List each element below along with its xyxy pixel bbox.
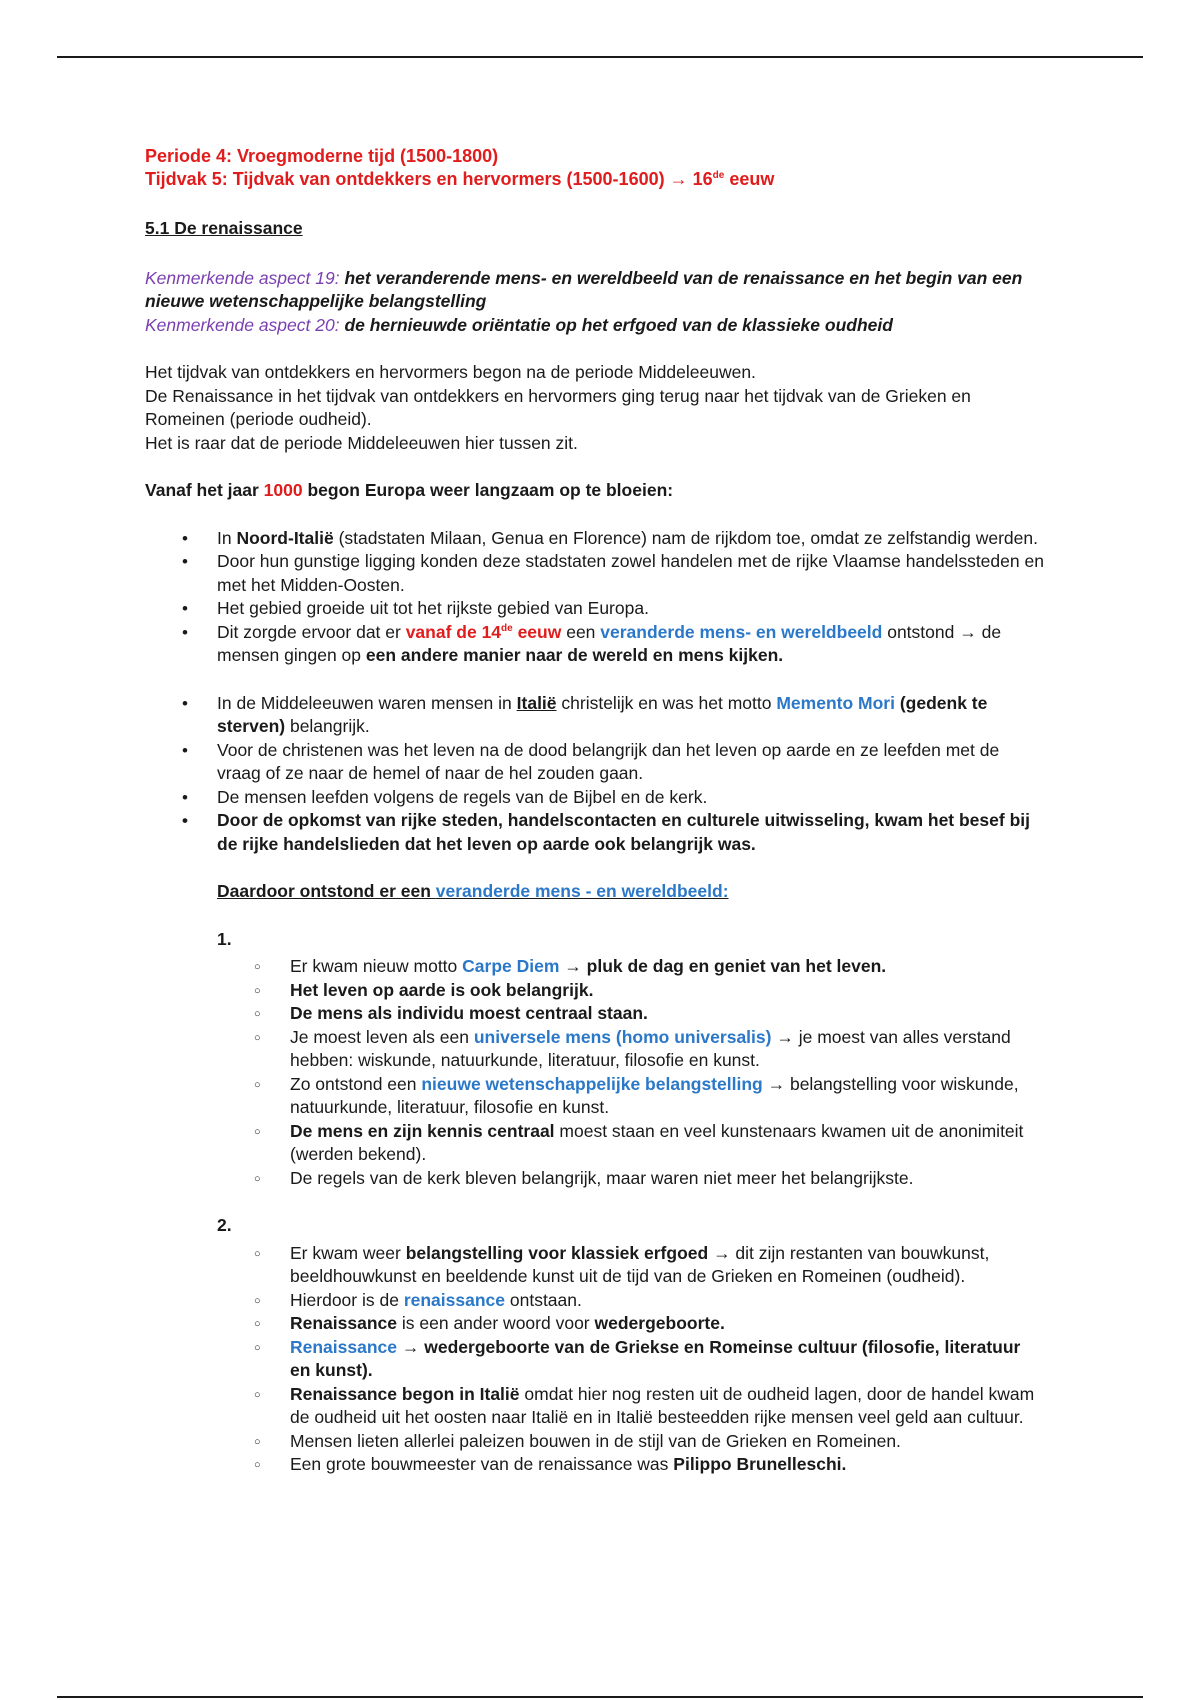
- intro-paragraph: Het tijdvak van ontdekkers en hervormers begon na de periode Middeleeuwen. De Renaissance in het tijdvak van ontdekkers en hervormers ging terug naar het tijdvak van de Grieken en Romeinen (periode oudheid). Het is raar dat de periode Middeleeuwen hier tussen zit.: [145, 362, 971, 453]
- tijdvak-line: Tijdvak 5: Tijdvak van ontdekkers en hervormers (1500-1600) → 16de eeuw: [145, 169, 775, 189]
- list-item: ○ De regels van de kerk bleven belangrijk, maar waren niet meer het belangrijkste.: [145, 1167, 1045, 1191]
- list-item: ○ Renaissance begon in Italië omdat hier nog resten uit de oudheid lagen, door de handel kwam de oudheid uit het oosten naar Italië en in Italië besteedden rijke mensen veel geld aan cultuur.: [145, 1383, 1045, 1430]
- list-number-2: 2.: [217, 1215, 232, 1235]
- list-number-1: 1.: [217, 928, 232, 949]
- list-item: • Door de opkomst van rijke steden, handelscontacten en culturele uitwisseling, kwam het besef bij de rijke handelslieden dat het leven op aarde ook belangrijk was.: [145, 809, 1045, 856]
- document-page: [145, 145, 1045, 1477]
- list-item: ○ Je moest leven als een universele mens (homo universalis) → je moest van alles verstand hebben: wiskunde, natuurkunde, literatuur, filosofie en kunst.: [145, 1026, 1045, 1073]
- arrow-icon: →: [564, 956, 582, 976]
- list-item: ○ De mens als individu moest centraal staan.: [145, 1002, 1045, 1026]
- subheading-wereldbeeld: Daardoor ontstond er een veranderde mens - en wereldbeeld:: [217, 881, 729, 901]
- bottom-rule: [57, 1696, 1143, 1698]
- list-item: ○ Een grote bouwmeester van de renaissance was Pilippo Brunelleschi.: [145, 1453, 1045, 1477]
- list-item: • Het gebied groeide uit tot het rijkste gebied van Europa.: [145, 597, 1045, 621]
- list-item: ○ Renaissance → wedergeboorte van de Griekse en Romeinse cultuur (filosofie, literatuur en kunst).: [145, 1336, 1045, 1383]
- list-item: ○ Het leven op aarde is ook belangrijk.: [145, 979, 1045, 1003]
- arrow-icon: →: [959, 621, 977, 642]
- list-item: • De mensen leefden volgens de regels van de Bijbel en de kerk.: [145, 786, 1045, 810]
- kenmerkende-aspecten: [145, 267, 1045, 338]
- list-item: • Dit zorgde ervoor dat er vanaf de 14de eeuw een veranderde mens- en wereldbeeld ontstond → de mensen gingen op een andere manier naar de wereld en mens kijken.: [145, 621, 1045, 668]
- list-item: • In de Middeleeuwen waren mensen in Italië christelijk en was het motto Memento Mori (gedenk te sterven) belangrijk.: [145, 692, 1045, 739]
- aspect-19: Kenmerkende aspect 19: het veranderende mens- en wereldbeeld van de renaissance en het begin van een nieuwe wetenschappelijke belangstelling: [145, 267, 1023, 311]
- top-rule: [57, 56, 1143, 58]
- arrow-icon: →: [776, 1026, 794, 1047]
- list-item: ○ Er kwam nieuw motto Carpe Diem → pluk de dag en geniet van het leven.: [145, 955, 1045, 979]
- list-item: ○ Zo ontstond een nieuwe wetenschappelijke belangstelling → belangstelling voor wiskunde, natuurkunde, literatuur, filosofie en kunst.: [145, 1073, 1045, 1120]
- section-title: 5.1 De renaissance: [145, 218, 303, 238]
- bullet-list-2: [145, 692, 1045, 857]
- list-item: ○ Renaissance is een ander woord voor wedergeboorte.: [145, 1312, 1045, 1336]
- list-item: • In Noord-Italië (stadstaten Milaan, Genua en Florence) nam de rijkdom toe, omdat ze zelfstandig werden.: [145, 527, 1045, 551]
- list-item: • Voor de christenen was het leven na de dood belangrijk dan het leven op aarde en ze leefden met de vraag of ze naar de hemel of naar de hel zouden gaan.: [145, 739, 1045, 786]
- list-item: ○ Hierdoor is de renaissance ontstaan.: [145, 1289, 1045, 1313]
- arrow-icon: →: [767, 1073, 786, 1094]
- sub-list-2: [145, 1242, 1045, 1477]
- period-heading: [145, 145, 1045, 191]
- list-item: ○ Er kwam weer belangstelling voor klassiek erfgoed → dit zijn restanten van bouwkunst, beeldhouwkunst en beeldende kunst uit de tijd van de Grieken en Romeinen (oudheid).: [145, 1242, 1045, 1289]
- aspect-20: Kenmerkende aspect 20: de hernieuwde oriëntatie op het erfgoed van de klassieke oudheid: [145, 314, 893, 335]
- sub-list-1: [145, 955, 1045, 1190]
- list-item: • Door hun gunstige ligging konden deze stadstaten zowel handelen met de rijke Vlaamse handelssteden en met het Midden-Oosten.: [145, 550, 1045, 597]
- list-item: ○ De mens en zijn kennis centraal moest staan en veel kunstenaars kwamen uit de anonimiteit (werden bekend).: [145, 1120, 1045, 1167]
- lead-sentence: Vanaf het jaar 1000 begon Europa weer langzaam op te bloeien:: [145, 480, 674, 500]
- periode-line: Periode 4: Vroegmoderne tijd (1500-1800): [145, 146, 499, 166]
- bullet-list-1: [145, 527, 1045, 668]
- arrow-icon: →: [669, 169, 688, 189]
- list-item: ○ Mensen lieten allerlei paleizen bouwen in de stijl van de Grieken en Romeinen.: [145, 1430, 1045, 1454]
- arrow-icon: →: [401, 1336, 420, 1357]
- arrow-icon: →: [713, 1242, 731, 1263]
